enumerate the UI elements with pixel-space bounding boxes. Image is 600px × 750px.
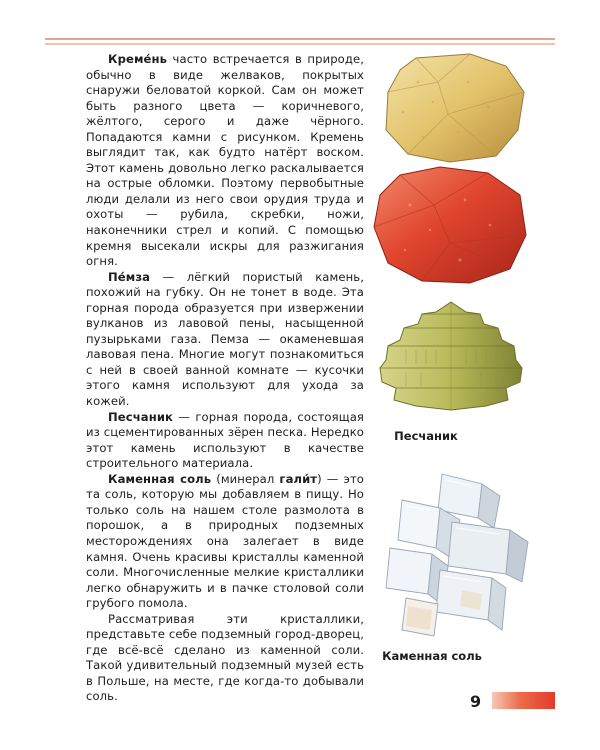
top-rule-thin — [45, 43, 555, 45]
paragraph-sandstone: Песчаник — горная порода, состоящая из сцементированных зёрен песка. Нередко этот камень используют в качестве строительного материала. — [86, 409, 364, 471]
rock-salt-caption: Каменная соль — [382, 649, 482, 663]
rock-salt-illustration — [382, 470, 532, 640]
paragraph-pumice: Пе́мза — лёгкий пористый камень, похожий на губку. Он не тонет в воде. Эта горная порода образуется при извержении вулканов из лавовой пены, насыщенной пузырьками газа. Пемза — окаменевшая лавовая пена. Многие могут познакомиться с ней в своей ванной комнате — кусочки этого камня используют для ухода за кожей. — [86, 269, 364, 409]
flint-yellow-illustration — [378, 52, 528, 164]
paragraph-rock-salt: Каменная соль (минерал гали́т) — это та соль, которую мы добавляем в пищу. Но только соль на нашем столе размолота в порошок, а в природных подземных месторождениях она залегает в виде камня. Очень красивы кристаллы каменной соли. Многочисленные мелкие кристаллики легко обнаружить и в пачке столовой соли грубого помола. — [86, 471, 364, 611]
top-rule — [45, 38, 555, 40]
term-rock-salt: Каменная соль — [108, 471, 212, 486]
page-number: 9 — [470, 692, 482, 711]
body-text — [86, 52, 364, 705]
paragraph-flint: Креме́нь часто встречается в природе, обычно в виде желваков, покрытых снаружи беловатой коркой. Сам он может быть разного цвета — коричневого, жёлтого, серого и даже чёрного. Попадаются камни с рисунком. Кремень выглядит так, как будто натёрт воском. Этот камень довольно легко раскалывается на острые обломки. Поэтому первобытные люди делали из него свои орудия труда и охоты — рубила, скребки, ножи, наконечники стрел и копий. С помощью кремня высекали искры для разжигания огня. — [86, 52, 364, 269]
term-sandstone: Песчаник — [108, 409, 174, 424]
sandstone-illustration — [376, 300, 526, 412]
flint-red-illustration — [370, 165, 530, 287]
term-pumice: Пе́мза — [108, 269, 151, 284]
paragraph-salt-museum: Рассматривая эти кристаллики, представьте себе подземный город-дворец, где всё-всё сделано из каменной соли. Такой удивительный подземный музей есть в Польше, на месте, где когда-то добывали соль. — [86, 611, 364, 704]
page-number-bar — [492, 692, 555, 709]
term-flint: Креме́нь — [108, 52, 168, 66]
sandstone-caption: Песчаник — [394, 429, 458, 443]
term-halite: гали́т — [279, 471, 318, 486]
